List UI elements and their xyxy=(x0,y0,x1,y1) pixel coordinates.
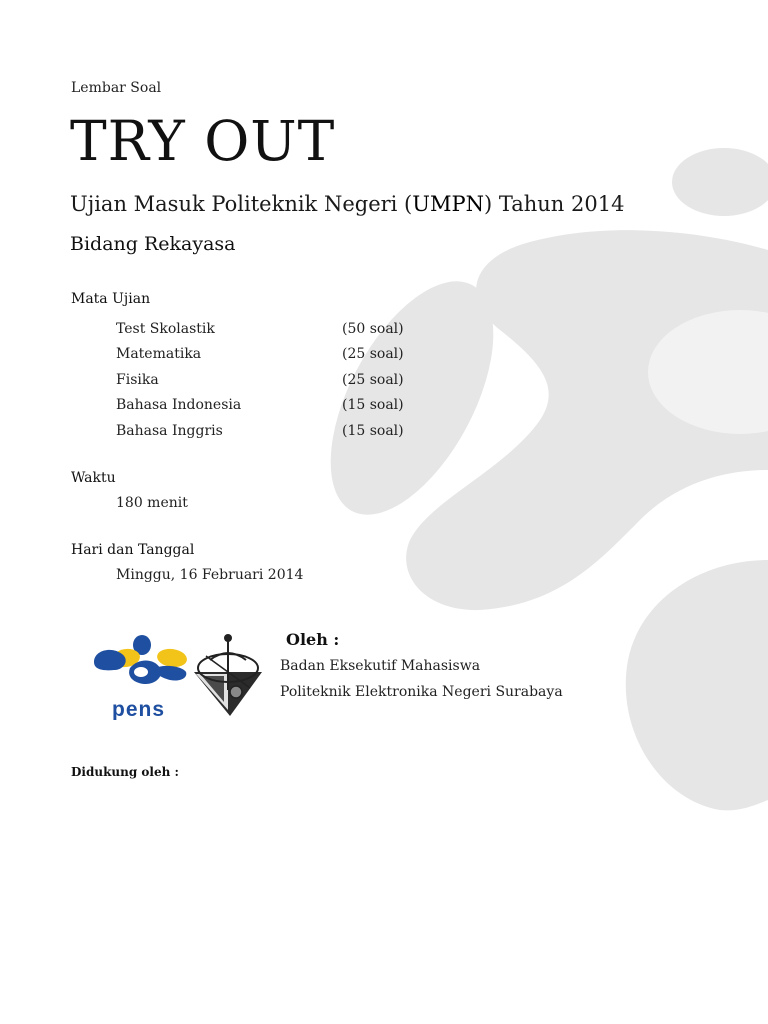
subtitle-prefix: Ujian Masuk Politeknik Negeri ( xyxy=(70,192,413,216)
hari-tanggal-heading: Hari dan Tanggal xyxy=(71,542,195,558)
document-title: TRY OUT xyxy=(70,109,336,173)
document-label: Lembar Soal xyxy=(71,80,162,96)
seal-emblem xyxy=(190,630,266,718)
subtitle-abbreviation: UMPN xyxy=(412,192,484,216)
subject-row xyxy=(116,393,416,419)
waktu-value: 180 menit xyxy=(116,495,188,511)
subject-row xyxy=(116,316,416,342)
subject-row xyxy=(116,367,416,393)
supported-by-label: Didukung oleh : xyxy=(71,765,179,779)
subject-count: (25 soal) xyxy=(342,346,404,363)
hari-tanggal-value: Minggu, 16 Februari 2014 xyxy=(116,567,304,583)
mata-ujian-heading: Mata Ujian xyxy=(71,291,151,307)
organizer-heading: Oleh : xyxy=(286,630,340,649)
subject-name: Matematika xyxy=(116,346,202,363)
exam-field: Bidang Rekayasa xyxy=(70,233,236,255)
subject-name: Fisika xyxy=(116,371,159,388)
subject-count: (15 soal) xyxy=(342,397,404,414)
subtitle-suffix: ) Tahun 2014 xyxy=(483,192,625,216)
document-subtitle xyxy=(70,192,624,216)
subject-name: Bahasa Inggris xyxy=(116,422,223,439)
organizer-line-1: Badan Eksekutif Mahasiswa xyxy=(280,658,481,674)
subject-count: (15 soal) xyxy=(342,422,404,439)
subject-list xyxy=(116,316,416,444)
subject-name: Test Skolastik xyxy=(116,320,215,337)
subject-name: Bahasa Indonesia xyxy=(116,397,242,414)
subject-row xyxy=(116,418,416,444)
subject-count: (25 soal) xyxy=(342,371,404,388)
organizer-line-2: Politeknik Elektronika Negeri Surabaya xyxy=(280,684,563,700)
waktu-heading: Waktu xyxy=(71,470,116,486)
pens-logo xyxy=(90,628,190,720)
subject-row xyxy=(116,342,416,368)
pens-logo-text: pens xyxy=(112,698,166,720)
subject-count: (50 soal) xyxy=(342,320,404,337)
